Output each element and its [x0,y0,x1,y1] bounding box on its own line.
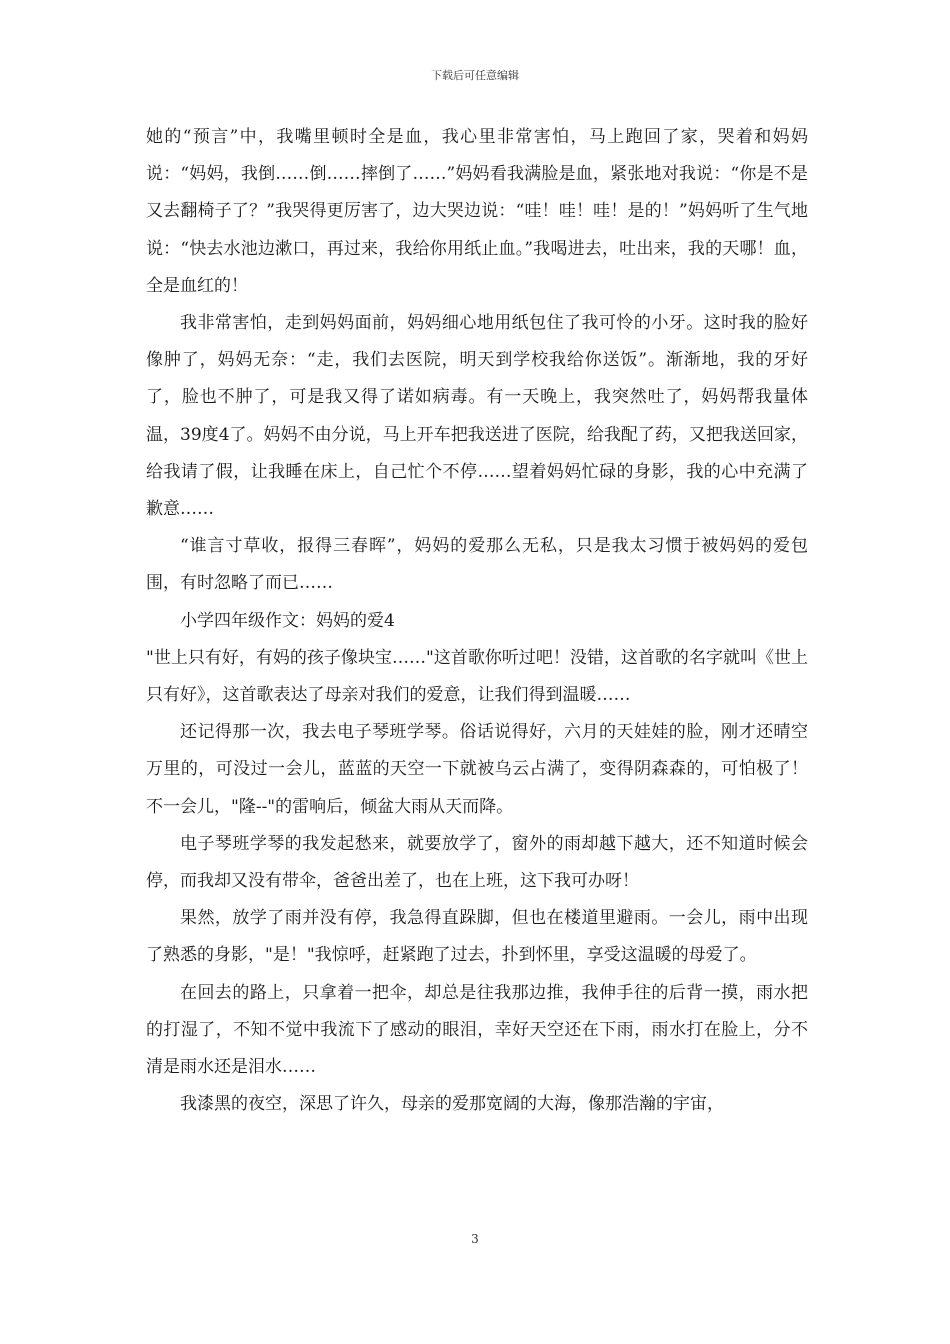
paragraph-2: 我非常害怕，走到妈妈面前，妈妈细心地用纸包住了我可怜的小牙。这时我的脸好像肿了，妈妈无奈：“走，我们去医院，明天到学校我给你送饭”。渐渐地，我的牙好了，脸也不肿了，可是我又得了诺如病毒。有一天晚上，我突然吐了，妈妈帮我量体温，39度4了。妈妈不由分说，马上开车把我送进了医院，给我配了药，又把我送回家，给我请了假，让我睡在床上，自己忙个不停……望着妈妈忙碌的身影，我的心中充满了歉意…… [146,313,808,520]
page-header: 下载后可任意编辑 [431,69,519,82]
section-heading: 小学四年级作文：妈妈的爱4 [180,610,395,631]
paragraph-3: “谁言寸草收，报得三春晖”，妈妈的爱那么无私，只是我太习惯于被妈妈的爱包围，有时忽略了而已…… [146,536,808,594]
paragraph-7: 果然，放学了雨并没有停，我急得直跺脚，但也在楼道里避雨。一会儿，雨中出现了熟悉的身影，"是！"我惊呼，赶紧跑了过去，扑到怀里，享受这温暖的母爱了。 [146,908,808,966]
paragraph-9: 我漆黑的夜空，深思了许久，母亲的爱那宽阔的大海，像那浩瀚的宇宙， [180,1094,724,1115]
paragraph-4: "世上只有好，有妈的孩子像块宝……"这首歌你听过吧！没错，这首歌的名字就叫《世上只有好》，这首歌表达了母亲对我们的爱意，让我们得到温暖…… [146,647,808,706]
document-body [146,119,808,1123]
paragraph-1: 她的“预言”中，我嘴里顿时全是血，我心里非常害怕，马上跑回了家，哭着和妈妈说：“妈妈，我倒……倒……摔倒了……”妈妈看我满脸是血，紧张地对我说：“你是不是又去翻椅子了？”我哭得更厉害了，边大哭边说：“哇！哇！哇！是的！”妈妈听了生气地说：“快去水池边漱口，再过来，我给你用纸止血。”我喝进去，吐出来，我的天哪！血，全是血红的！ [146,127,808,296]
page-number: 3 [471,1232,479,1246]
paragraph-8: 在回去的路上，只拿着一把伞，却总是往我那边推，我伸手往的后背一摸，雨水把的打湿了，不知不觉中我流下了感动的眼泪，幸好天空还在下雨，雨水打在脸上，分不清是雨水还是泪水…… [146,982,808,1078]
paragraph-6: 电子琴班学琴的我发起愁来，就要放学了，窗外的雨却越下越大，还不知道时候会停，而我却又没有带伞，爸爸出差了，也在上班，这下我可办呀！ [146,833,808,892]
paragraph-5: 还记得那一次，我去电子琴班学琴。俗话说得好，六月的天娃娃的脸，刚才还晴空万里的，可没过一会儿，蓝蓝的天空一下就被乌云占满了，变得阴森森的，可怕极了！不一会儿，"隆--"的雷响后，倾盆大雨从天而降。 [146,722,808,817]
